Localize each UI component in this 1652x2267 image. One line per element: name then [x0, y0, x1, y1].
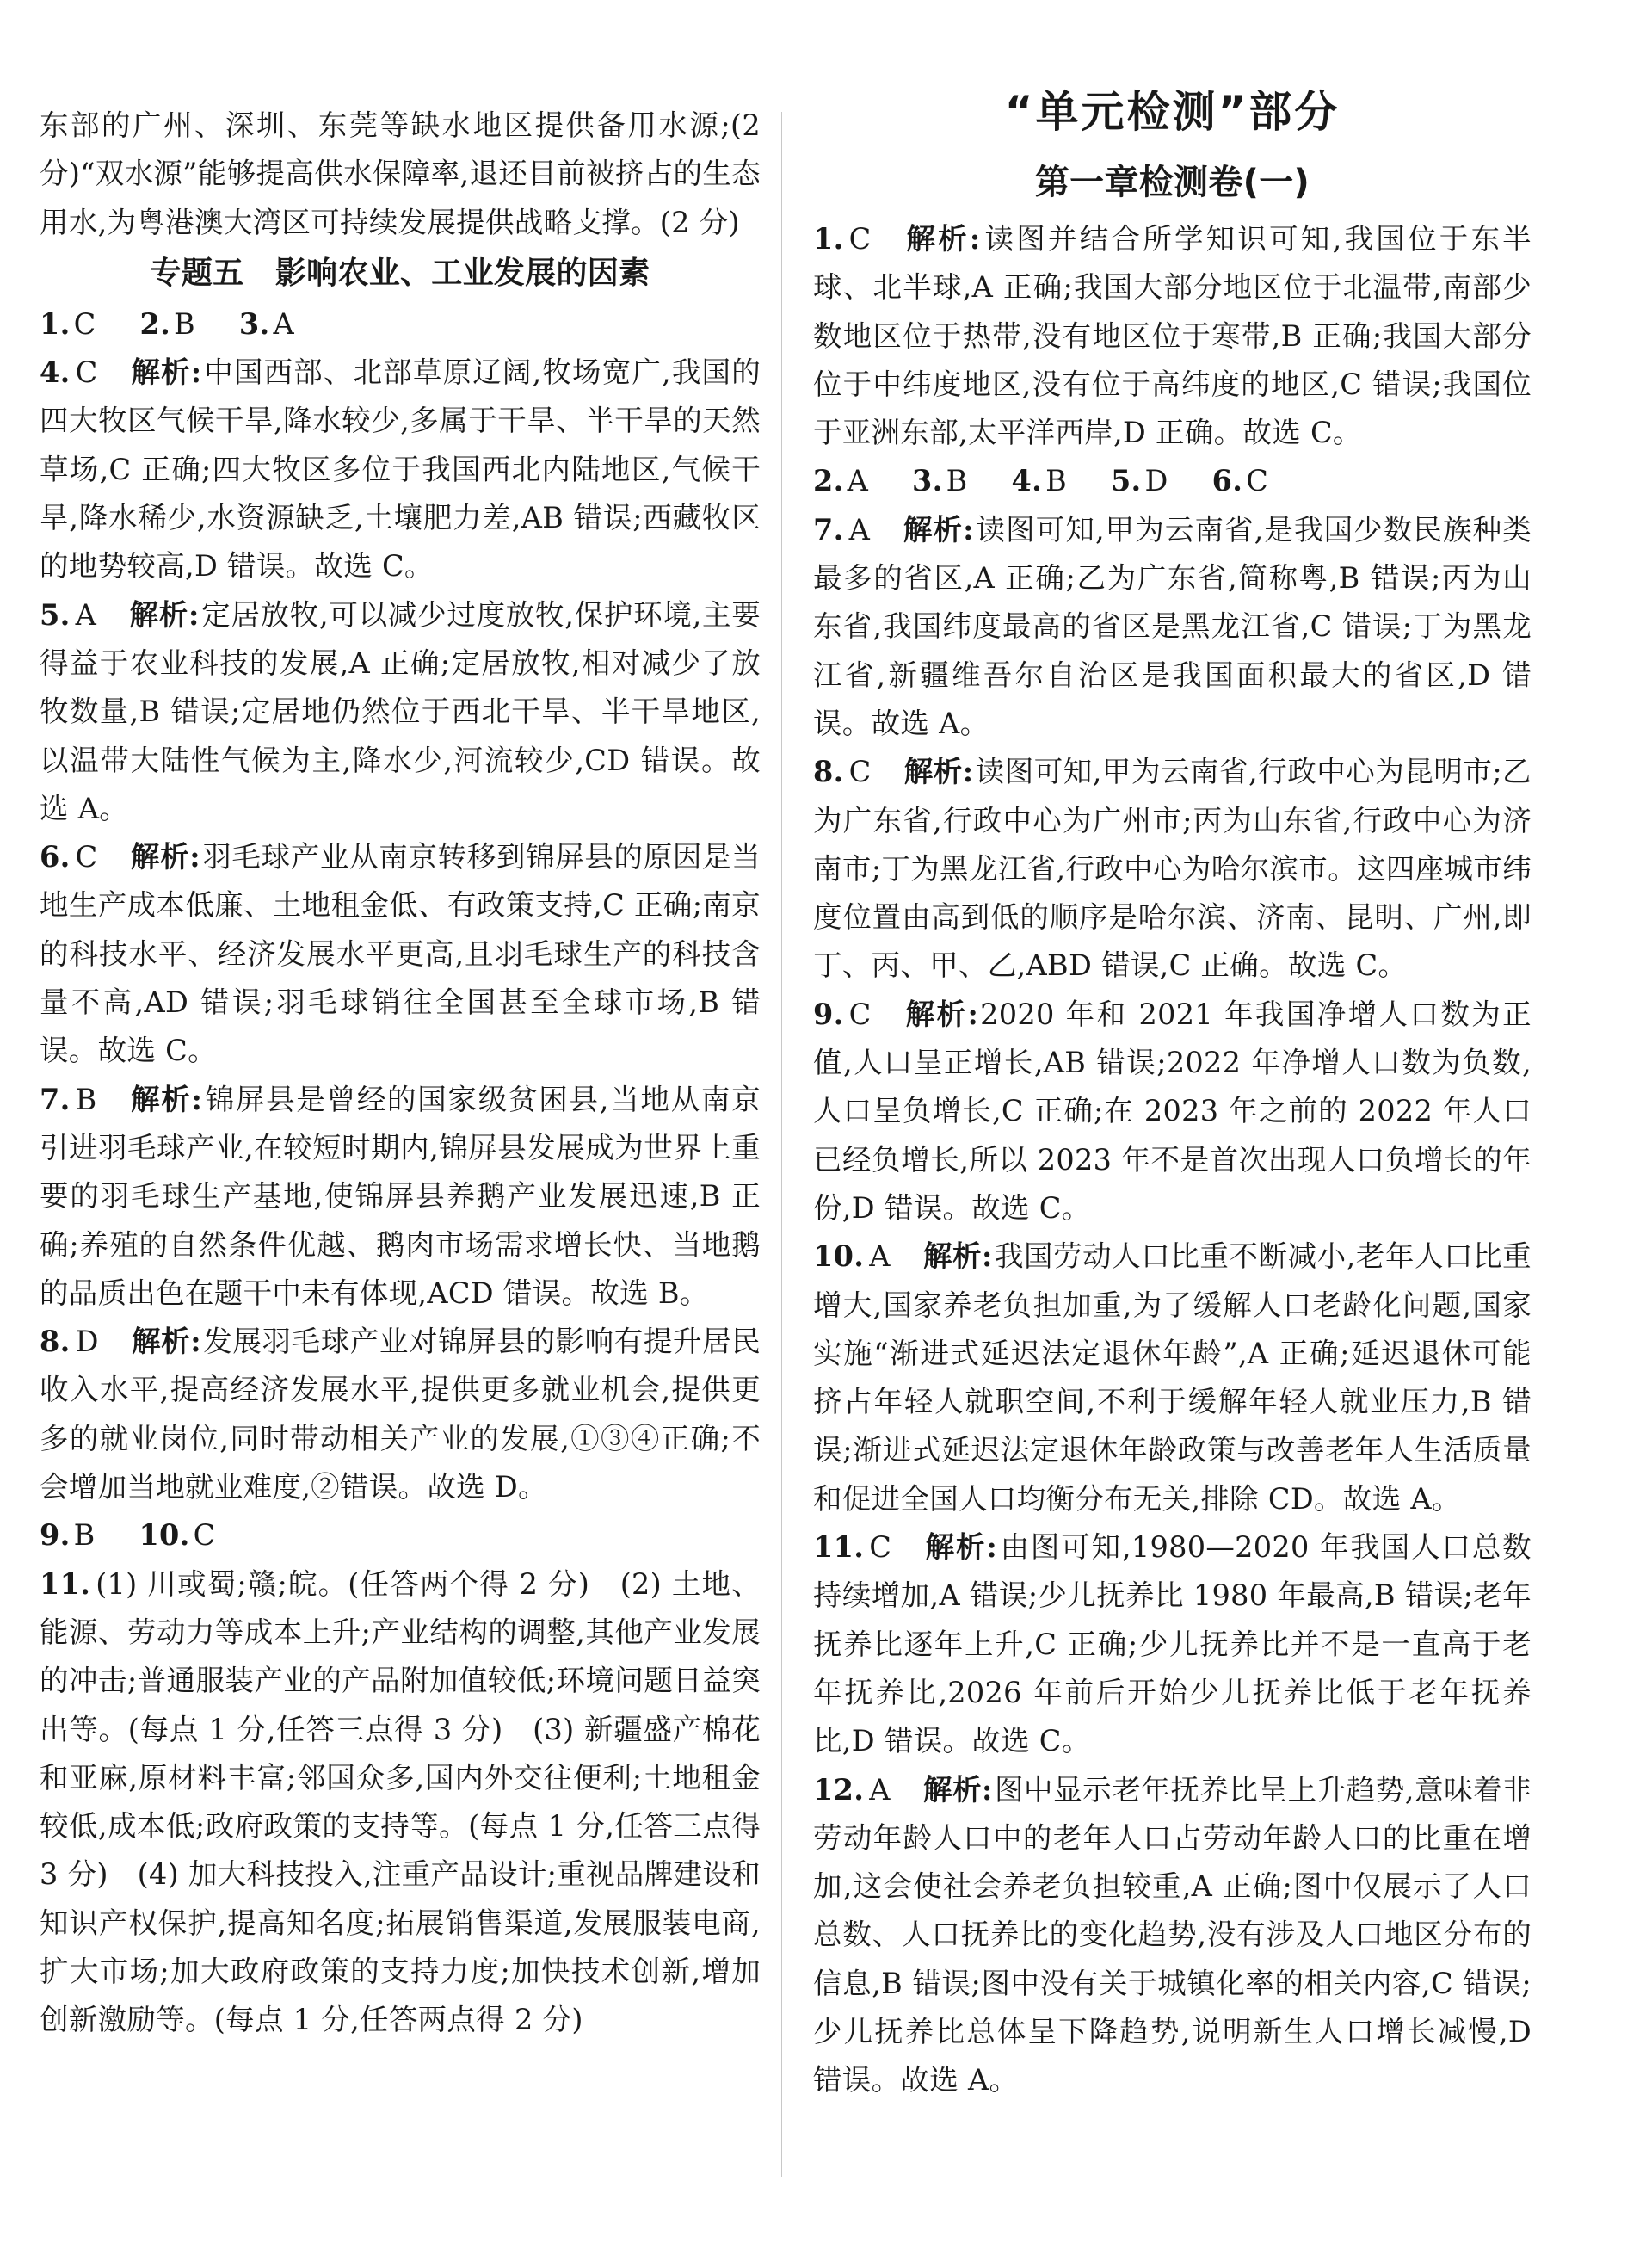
right-column: [813, 87, 1532, 2105]
answer-item: 9. C 解析:2020 年和 2021 年我国净增人口数为正值,人口呈正增长,AB 错误;2022 年净增人口数为负数,人口呈负增长,C 正确;在 2023 年之前的 2022 年人口已经负增长,所以 2023 年不是首次出现人口负增长的年份,D 错误。故选 C。: [813, 997, 1532, 1225]
intro-paragraph: 东部的广州、深圳、东莞等缺水地区提供备用水源;(2 分)“双水源”能够提高供水保障率,退还目前被挤占的生态用水,为粤港澳大湾区可持续发展提供战略支撑。(2 分): [40, 108, 761, 239]
short-answers-9-10: 9. B 10. C: [40, 1518, 216, 1553]
part-title: “单元检测”部分: [1004, 87, 1341, 137]
chapter-title: 第一章检测卷(一): [1034, 163, 1310, 202]
answer-item: 8. D 解析:发展羽毛球产业对锦屏县的影响有提升居民收入水平,提高经济发展水平,提供更多就业机会,提供更多的就业岗位,同时带动相关产业的发展,①③④正确;不会增加当地就业难度,②错误。故选 D。: [40, 1325, 761, 1504]
answer-item: 1. C 解析:读图并结合所学知识可知,我国位于东半球、北半球,A 正确;我国大部分地区位于北温带,南部少数地区位于热带,没有地区位于寒带,B 正确;我国大部分位于中纬度地区,没有位于高纬度的地区,C 错误;我国位于亚洲东部,太平洋西岸,D 正确。故选 C。: [813, 222, 1532, 450]
section-title: 专题五 影响农业、工业发展的因素: [150, 255, 650, 291]
answer-item: 10. A 解析:我国劳动人口比重不断减小,老年人口比重增大,国家养老负担加重,为了缓解人口老龄化问题,国家实施“渐进式延迟法定退休年龄”,A 正确;延迟退休可能挤占年轻人就职空间,不利于缓解年轻人就业压力,B 错误;渐进式延迟法定退休年龄政策与改善老年人生活质量和促进全国人口均衡分布无关,排除 CD。故选 A。: [813, 1239, 1532, 1516]
answer-item: 8. C 解析:读图可知,甲为云南省,行政中心为昆明市;乙为广东省,行政中心为广州市;丙为山东省,行政中心为济南市;丁为黑龙江省,行政中心为哈尔滨市。这四座城市纬度位置由高到低的顺序是哈尔滨、济南、昆明、广州,即丁、丙、甲、乙,ABD 错误,C 正确。故选 C。: [813, 755, 1532, 983]
answer-item: 7. B 解析:锦屏县是曾经的国家级贫困县,当地从南京引进羽毛球产业,在较短时期内,锦屏县发展成为世界上重要的羽毛球生产基地,使锦屏县养鹅产业发展迅速,B 正确;养殖的自然条件优越、鹅肉市场需求增长快、当地鹅的品质出色在题干中未有体现,ACD 错误。故选 B。: [40, 1082, 761, 1310]
answer-item-11: 11. (1) 川或蜀;赣;皖。(任答两个得 2 分) (2) 土地、能源、劳动力等成本上升;产业结构的调整,其他产业发展的冲击;普通服装产业的产品附加值较低;环境问题日益突出等。(每点 1 分,任答三点得 3 分) (3) 新疆盛产棉花和亚麻,原材料丰富;邻国众多,国内外交往便利;土地租金较低,成本低;政府政策的支持等。(每点 1 分,任答三点得 3 分) (4) 加大科技投入,注重产品设计;重视品牌建设和知识产权保护,提高知名度;拓展销售渠道,发展服装电商,扩大市场;加大政府政策的支持力度;加快技术创新,增加创新激励等。(每点 1 分,任答两点得 2 分): [40, 1566, 761, 2037]
answer-item: 5. A 解析:定居放牧,可以减少过度放牧,保护环境,主要得益于农业科技的发展,A 正确;定居放牧,相对减少了放牧数量,B 错误;定居地仍然位于西北干旱、半干旱地区,以温带大陆性气候为主,降水少,河流较少,CD 错误。故选 A。: [40, 597, 761, 825]
answer-item: 11. C 解析:由图可知,1980—2020 年我国人口总数持续增加,A 错误;少儿抚养比 1980 年最高,B 错误;老年抚养比逐年上升,C 正确;少儿抚养比并不是一直高于老年抚养比,2026 年前后开始少儿抚养比低于老年抚养比,D 错误。故选 C。: [813, 1530, 1532, 1758]
left-column: [40, 102, 761, 2045]
answer-item: 6. C 解析:羽毛球产业从南京转移到锦屏县的原因是当地生产成本低廉、土地租金低、有政策支持,C 正确;南京的科技水平、经济发展水平更高,且羽毛球生产的科技含量不高,AD 错误;羽毛球销往全国甚至全球市场,B 错误。故选 C。: [40, 840, 761, 1068]
answer-item: 12. A 解析:图中显示老年抚养比呈上升趋势,意味着非劳动年龄人口中的老年人口占劳动年龄人口的比重在增加,这会使社会养老负担较重,A 正确;图中仅展示了人口总数、人口抚养比的变化趋势,没有涉及人口地区分布的信息,B 错误;图中没有关于城镇化率的相关内容,C 错误;少儿抚养比总体呈下降趋势,说明新生人口增长减慢,D 错误。故选 A。: [813, 1772, 1532, 2097]
answer-item: 7. A 解析:读图可知,甲为云南省,是我国少数民族种类最多的省区,A 正确;乙为广东省,简称粤,B 错误;丙为山东省,我国纬度最高的省区是黑龙江省,C 错误;丁为黑龙江省,新疆维吾尔自治区是我国面积最大的省区,D 错误。故选 A。: [813, 512, 1532, 740]
short-answers-2-6: 2. A 3. B 4. B 5. D 6. C: [813, 464, 1269, 498]
short-answers-1-3: 1. C 2. B 3. A: [40, 306, 294, 341]
column-divider: [781, 112, 782, 2177]
answer-item: 4. C 解析:中国西部、北部草原辽阔,牧场宽广,我国的四大牧区气候干旱,降水较少,多属于干旱、半干旱的天然草场,C 正确;四大牧区多位于我国西北内陆地区,气候干旱,降水稀少,水资源缺乏,土壤肥力差,AB 错误;西藏牧区的地势较高,D 错误。故选 C。: [40, 355, 761, 584]
